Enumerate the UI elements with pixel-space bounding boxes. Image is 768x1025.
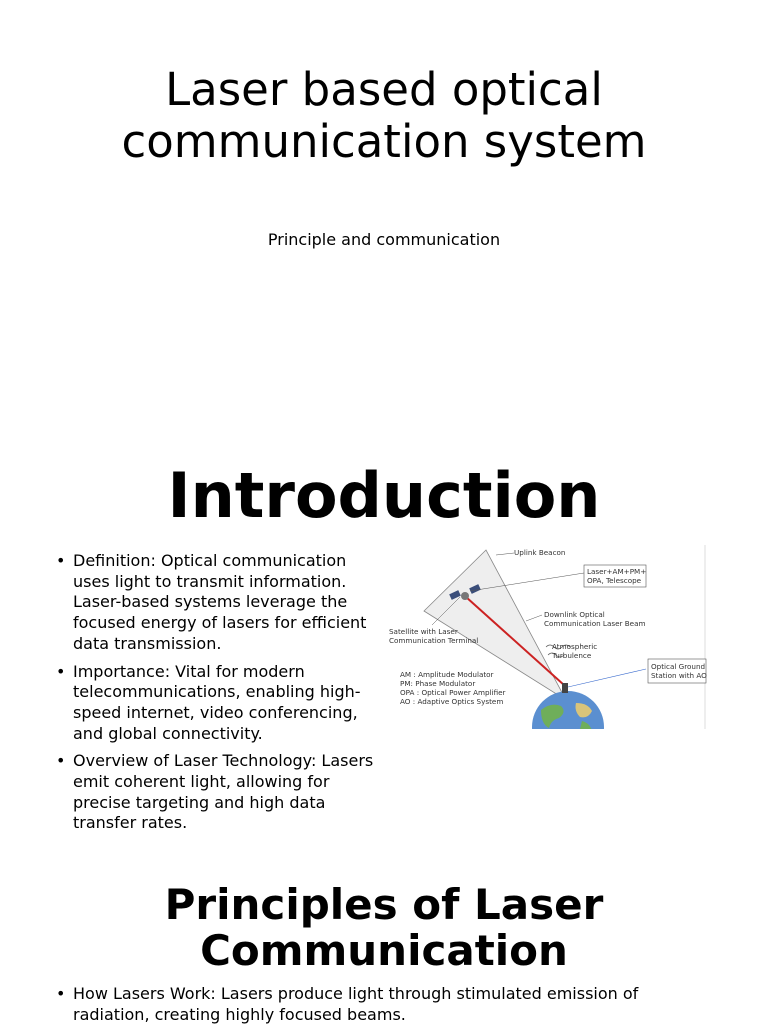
legend-opa: OPA : Optical Power Amplifier (400, 688, 506, 697)
slide-title: Laser based optical communication system (121, 63, 647, 168)
bullet-icon: • (56, 661, 66, 681)
principles-bullet-list (56, 984, 696, 1025)
bullet-definition: • Definition: Optical communication uses light to transmit information. Laser-based systems leverage the focused energy of lasers for efficient data transmission. (56, 551, 367, 653)
ground-station-icon (562, 683, 568, 693)
uplink-beacon-label: Uplink Beacon (514, 548, 566, 557)
turbulence-label-line2: Turbulence (552, 651, 592, 660)
bullet-importance: • Importance: Vital for modern telecommunications, enabling high-speed internet, video conferencing, and global connectivity. (56, 661, 361, 743)
bullet-how-lasers-work: • How Lasers Work: Lasers produce light through stimulated emission of radiation, creating highly focused beams. (56, 984, 639, 1024)
bullet-icon: • (56, 551, 66, 570)
bullet-icon: • (56, 751, 66, 771)
ground-station-label-line2: Station with AO (651, 671, 707, 680)
downlink-label-line2: Communication Laser Beam (544, 619, 646, 628)
laser-communication-diagram (386, 545, 708, 729)
ground-station-label-line1: Optical Ground (651, 662, 706, 671)
downlink-label-line1: Downlink Optical (544, 610, 605, 619)
slide-subtitle: Principle and communication (267, 230, 501, 249)
principles-heading: Principles of Laser Communication (164, 880, 604, 975)
satellite-label-line1: Satellite with Laser (389, 627, 458, 636)
satellite-label-line2: Communication Terminal (389, 636, 479, 645)
introduction-heading: Introduction (167, 459, 601, 532)
turbulence-label-line1: Atmospheric (552, 642, 598, 651)
laser-label-line2: OPA, Telescope (587, 576, 642, 585)
legend-pm: PM: Phase Modulator (400, 679, 476, 688)
legend-am: AM : Amplitude Modulator (400, 670, 494, 679)
bullet-icon: • (56, 984, 66, 1003)
bullet-overview: • Overview of Laser Technology: Lasers emit coherent light, allowing for precise targeting and high data transfer rates. (56, 751, 374, 833)
legend-ao: AO : Adaptive Optics System (400, 697, 504, 706)
laser-label-line1: Laser+AM+PM+ (587, 567, 647, 576)
introduction-bullet-list (56, 551, 386, 841)
